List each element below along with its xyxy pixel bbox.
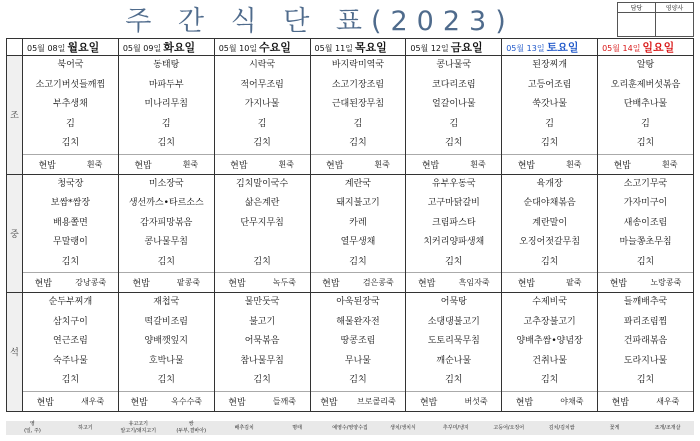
dish-list	[23, 293, 118, 391]
dish-item: 김치	[253, 256, 271, 267]
dish-item: 오리훈제버섯볶음	[610, 79, 681, 90]
dish-item	[215, 233, 310, 253]
rice-label: 현밥	[517, 279, 536, 289]
dish-item: 적어무조림	[240, 79, 284, 90]
day-header-2	[214, 39, 310, 56]
corner-cell	[7, 39, 23, 56]
dish-item: 육개장	[536, 178, 563, 189]
rice-porridge-row	[502, 154, 597, 174]
rice-label: 현밥	[418, 279, 436, 289]
dish-item: 도토리묵무침	[427, 336, 480, 346]
dish-item: 김	[449, 118, 459, 129]
origin-line2: 꽃게	[609, 424, 620, 431]
dish-item: 어묵탕	[440, 297, 467, 307]
dish-item: 가자미구이	[623, 198, 668, 208]
dish-item: 숙주나물	[53, 355, 88, 366]
porridge-label: 노랑콩죽	[650, 278, 682, 287]
menu-cell[interactable]	[118, 174, 214, 293]
rice-label: 현밥	[611, 397, 630, 408]
menu-cell[interactable]	[406, 56, 502, 175]
dish-list	[502, 175, 597, 273]
dish-item: 고등어조림	[527, 79, 572, 90]
rice-porridge-row	[406, 154, 501, 174]
dish-item: 바지락미역국	[331, 60, 385, 70]
rice-label: 현밥	[34, 279, 53, 289]
dish-item: 김	[545, 118, 554, 129]
dish-item: 꽈리조림찜	[623, 316, 668, 327]
dish-item: 어묵볶음	[244, 336, 280, 346]
approval-stamp-manager[interactable]	[618, 13, 656, 37]
day-header-0	[23, 39, 119, 56]
porridge-label: 흰죽	[470, 159, 486, 169]
menu-cell[interactable]	[214, 293, 310, 412]
page-title: 주 간 식 단 표(2023)	[125, 5, 515, 37]
dish-item: 연근조림	[53, 336, 88, 346]
dish-item: 김치	[157, 138, 175, 148]
dish-item: 생선까스•타르소스	[128, 198, 204, 208]
dish-list	[119, 56, 214, 154]
origin-cell	[641, 421, 694, 435]
dish-item: 해물완자전	[336, 316, 380, 327]
rice-porridge-row	[311, 391, 406, 411]
weekly-menu-table	[6, 38, 694, 412]
dish-item: 단배추나물	[623, 99, 668, 109]
menu-cell[interactable]	[502, 174, 598, 293]
dish-item: 열무생채	[340, 237, 376, 247]
origin-line2: 배추김치	[234, 424, 254, 431]
origin-cell	[324, 421, 377, 435]
day-header-row	[7, 39, 694, 56]
origin-line2: 알고기/돼지고기	[120, 428, 157, 434]
menu-cell[interactable]	[118, 293, 214, 412]
day-of-week: 금요일	[450, 41, 483, 54]
dish-item: 김	[66, 118, 75, 129]
dish-item: 김치	[349, 375, 367, 385]
day-header-5	[502, 39, 598, 56]
rice-label: 현밥	[36, 397, 54, 408]
dish-list	[598, 175, 693, 273]
dish-item: 새송이조림	[623, 217, 668, 228]
dish-item: 미소장국	[148, 178, 184, 189]
rice-porridge-row	[23, 272, 118, 292]
rice-label: 현밥	[228, 279, 246, 289]
dish-item: 김치	[636, 375, 655, 385]
dish-item: 김치말이국수	[236, 178, 289, 189]
dish-item: 김치	[540, 138, 559, 148]
menu-cell[interactable]	[214, 174, 310, 293]
day-date: 05월 14일	[602, 44, 641, 53]
dish-item: 유부우동국	[432, 178, 476, 189]
dish-item: 삶은계란	[244, 198, 280, 208]
rice-porridge-row	[502, 391, 597, 411]
dish-item: 얼갈이나물	[432, 99, 476, 109]
dish-item: 북어국	[57, 60, 84, 70]
dish-list	[119, 293, 214, 391]
day-header-6	[598, 39, 694, 56]
origin-line2: 생치/생치식	[389, 424, 416, 431]
porridge-label: 녹두죽	[272, 278, 296, 287]
menu-cell[interactable]	[598, 56, 694, 175]
dish-list	[311, 293, 406, 391]
dish-list	[215, 293, 310, 391]
dish-item: 땅콩조림	[340, 336, 376, 346]
origin-cell	[271, 421, 324, 435]
origin-line2: 조개/조개살	[654, 424, 681, 431]
dish-item: 콩나물무침	[144, 237, 188, 247]
dish-item: 떡갈비조림	[144, 316, 188, 327]
menu-cell[interactable]	[23, 293, 119, 412]
day-date: 05월 09일	[122, 44, 162, 53]
rice-label: 현밥	[320, 397, 338, 408]
dish-item: 김치	[540, 256, 559, 267]
meal-row-1	[7, 174, 694, 293]
dish-item: 청국장	[57, 178, 84, 189]
dish-list	[23, 175, 118, 273]
dish-item: 들깨배추국	[623, 297, 668, 307]
porridge-label: 흰죽	[566, 159, 582, 169]
day-of-week: 수요일	[259, 41, 291, 54]
origin-line2: 명태	[292, 424, 302, 431]
dish-item: 미나리무침	[144, 99, 188, 109]
dish-item: 깨순나물	[436, 355, 472, 366]
day-date: 05월 11일	[314, 44, 353, 53]
origin-cell	[429, 421, 482, 435]
rice-porridge-row	[23, 154, 118, 174]
menu-cell[interactable]	[23, 56, 119, 175]
rice-label: 현밥	[38, 160, 56, 171]
dish-item: 양배깻잎지	[144, 336, 188, 346]
dish-item: 알탕	[636, 60, 655, 70]
dish-item: 마파두부	[148, 79, 184, 90]
rice-label: 현밥	[132, 279, 150, 289]
dish-item: 김치	[445, 138, 463, 148]
origin-cell	[59, 421, 112, 435]
origin-cell	[376, 421, 429, 435]
origin-cell	[165, 421, 218, 435]
dish-item: 김치	[349, 138, 367, 148]
dish-item: 쑥갓나물	[532, 99, 568, 109]
porridge-label: 흰죽	[182, 159, 199, 169]
rice-porridge-row	[598, 272, 693, 292]
origin-cell	[6, 421, 59, 435]
day-of-week: 토요일	[546, 41, 579, 54]
rice-label: 현밥	[515, 397, 534, 408]
dish-item: 소고기버섯들깨찜	[35, 79, 106, 90]
porridge-label: 흰죽	[374, 159, 390, 169]
menu-cell[interactable]	[598, 174, 694, 293]
dish-list	[406, 56, 501, 154]
dish-item: 김치	[445, 256, 463, 267]
dish-item: 부추생채	[53, 99, 88, 109]
origin-line1: 유고고기	[128, 421, 148, 427]
rice-porridge-row	[215, 272, 310, 292]
rice-porridge-row	[119, 154, 214, 174]
origin-line1: 쌍	[188, 421, 194, 427]
dish-item: 김치	[61, 138, 80, 148]
dish-item: 도라지나물	[623, 355, 668, 366]
dish-list	[406, 175, 501, 273]
origin-cell	[218, 421, 271, 435]
dish-list	[502, 293, 597, 391]
rice-porridge-row	[311, 154, 406, 174]
day-date: 05월 10일	[218, 44, 258, 53]
menu-cell[interactable]	[310, 56, 406, 175]
porridge-label: 흰죽	[662, 159, 678, 169]
origin-cell	[482, 421, 535, 435]
menu-cell[interactable]	[118, 56, 214, 175]
rice-label: 현밥	[419, 397, 438, 408]
porridge-label: 흑임자죽	[458, 278, 490, 287]
dish-item: 아욱된장국	[336, 297, 380, 307]
rice-label: 현밥	[613, 160, 631, 171]
dish-item: 감자피망볶음	[140, 217, 193, 228]
rice-porridge-row	[406, 272, 501, 292]
day-date: 05월 13일	[506, 44, 545, 53]
rice-label: 현밥	[421, 160, 440, 171]
dish-item: 오징어젓갈무침	[519, 237, 581, 247]
dish-item: 김치	[349, 256, 367, 267]
rice-porridge-row	[119, 391, 214, 411]
dish-item: 근대된장무침	[331, 99, 385, 109]
day-header-1	[118, 39, 214, 56]
porridge-label: 검은콩죽	[362, 278, 394, 287]
origin-cell	[535, 421, 588, 435]
day-date: 05월 08일	[27, 44, 66, 53]
rice-label: 현밥	[326, 160, 344, 171]
porridge-label: 새우죽	[81, 396, 105, 406]
approval-label-manager: 담당	[618, 3, 656, 13]
dish-item: 참나물무침	[240, 355, 284, 366]
dish-item: 김치	[253, 138, 271, 148]
origin-cell	[588, 421, 641, 435]
origin-line2: 예영수/영양수집	[332, 424, 368, 431]
origin-line2: (일, 주)	[24, 428, 41, 434]
dish-item: 건파래볶음	[623, 336, 668, 346]
dish-item: 코다리조림	[432, 79, 476, 90]
dish-item: 보쌈*쌈장	[50, 198, 91, 208]
dish-item: 소댕댕불고기	[427, 316, 480, 327]
dish-item: 김치	[157, 256, 175, 267]
rice-porridge-row	[215, 154, 310, 174]
day-header-3	[310, 39, 406, 56]
porridge-label: 들깨죽	[272, 396, 296, 406]
day-of-week: 화요일	[163, 41, 196, 54]
dish-item: 김치	[157, 375, 175, 385]
origin-line2: 하고기	[78, 424, 93, 431]
approval-box	[617, 2, 694, 37]
dish-item: 단무지무침	[240, 217, 284, 228]
dish-item: 된장찌개	[532, 60, 568, 70]
meal-label: 중	[7, 174, 23, 293]
dish-item: 소고기무국	[623, 178, 668, 189]
dish-list	[406, 293, 501, 391]
dish-item: 마늘쫑초무침	[619, 237, 672, 247]
porridge-label: 옥수수죽	[171, 396, 203, 406]
menu-cell[interactable]	[23, 174, 119, 293]
menu-cell[interactable]	[598, 293, 694, 412]
dish-item: 수제비국	[532, 297, 568, 307]
origin-line2: (두부,결바아)	[176, 428, 207, 434]
origin-line2: 고등어/오징어	[493, 424, 525, 431]
dish-item: 무나물	[344, 355, 371, 366]
rice-porridge-row	[215, 391, 310, 411]
dish-item: 재첩국	[153, 297, 180, 307]
dish-item: 김치	[61, 256, 80, 267]
dish-item: 김치	[445, 375, 463, 385]
dish-list	[598, 56, 693, 154]
dish-item: 순대야채볶음	[523, 198, 576, 208]
origin-line1: 영	[30, 421, 35, 427]
dish-item: 가지나물	[244, 99, 280, 109]
day-of-week: 일요일	[642, 41, 675, 54]
menu-cell[interactable]	[502, 293, 598, 412]
rice-porridge-row	[598, 154, 693, 174]
porridge-label: 새우죽	[656, 396, 680, 406]
dish-item: 양배추쌈•양념장	[516, 336, 583, 346]
rice-label: 현밥	[134, 160, 152, 171]
dish-item: 김치	[540, 375, 559, 385]
menu-cell[interactable]	[214, 56, 310, 175]
origin-line2: 추꾸미/냉지	[442, 424, 469, 431]
menu-cell[interactable]	[406, 293, 502, 412]
dish-item: 배용쫄면	[53, 217, 88, 228]
dish-item: 콩나물국	[436, 60, 472, 70]
dish-item: 고구마닭갈비	[427, 198, 480, 208]
dish-list	[215, 175, 310, 273]
day-of-week: 월요일	[67, 41, 100, 54]
day-date: 05월 12일	[410, 44, 449, 53]
dish-list	[215, 56, 310, 154]
dish-list	[502, 56, 597, 154]
day-header-4	[406, 39, 502, 56]
dish-list	[23, 56, 118, 154]
dish-item: 동태탕	[153, 60, 180, 70]
dish-item: 계란말이	[532, 217, 568, 228]
dish-list	[311, 175, 406, 273]
rice-porridge-row	[598, 391, 693, 411]
dish-item: 김치	[636, 138, 655, 148]
dish-item: 크림파스타	[432, 217, 476, 228]
rice-porridge-row	[311, 272, 406, 292]
dish-item: 치커리양파생채	[423, 237, 485, 247]
rice-porridge-row	[119, 272, 214, 292]
menu-cell[interactable]	[310, 293, 406, 412]
dish-item: 소고기장조림	[331, 79, 385, 90]
day-of-week: 목요일	[354, 41, 387, 54]
porridge-label: 흰죽	[278, 159, 295, 169]
origin-line2: 김치/김치쌈	[548, 424, 575, 431]
rice-label: 현밥	[230, 160, 248, 171]
rice-label: 현밥	[130, 397, 148, 408]
dish-item: 시락국	[249, 60, 276, 70]
dish-item: 김	[641, 118, 650, 129]
dish-item: 돼지불고기	[336, 198, 380, 208]
dish-item: 순두부찌개	[48, 297, 93, 307]
dish-item: 건취나물	[532, 355, 568, 366]
approval-stamp-dietitian[interactable]	[656, 13, 694, 37]
dish-list	[119, 175, 214, 273]
meal-label: 석	[7, 293, 23, 412]
dish-item: 김치	[253, 375, 271, 385]
dish-item: 김치	[636, 256, 655, 267]
dish-item: 물만둣국	[244, 297, 280, 307]
dish-item: 삼치구이	[53, 316, 88, 327]
origin-row	[6, 421, 694, 435]
porridge-label: 버섯죽	[464, 396, 488, 406]
dish-item: 카레	[349, 217, 367, 228]
approval-label-dietitian: 영양사	[656, 3, 694, 13]
porridge-label: 브로콜리죽	[357, 396, 396, 406]
ingredient-origin-table	[6, 421, 694, 435]
menu-cell[interactable]	[406, 174, 502, 293]
rice-label: 현밥	[322, 279, 340, 289]
rice-label: 현밥	[228, 397, 246, 408]
rice-label: 현밥	[609, 279, 628, 289]
dish-item: 김	[161, 118, 171, 129]
meal-label: 조	[7, 56, 23, 175]
origin-cell	[112, 421, 165, 435]
menu-cell[interactable]	[502, 56, 598, 175]
porridge-label: 야채죽	[560, 396, 584, 406]
dish-item: 고추장불고기	[523, 316, 576, 327]
dish-list	[311, 56, 406, 154]
porridge-label: 팥콩죽	[176, 278, 201, 287]
dish-item: 불고기	[249, 316, 276, 327]
rice-porridge-row	[406, 391, 501, 411]
porridge-label: 강낭콩죽	[75, 278, 107, 287]
dish-list	[598, 293, 693, 391]
dish-item: 호박나물	[148, 355, 184, 366]
menu-cell[interactable]	[310, 174, 406, 293]
porridge-label: 팥죽	[566, 278, 582, 287]
rice-label: 현밥	[517, 160, 536, 171]
rice-porridge-row	[23, 391, 118, 411]
dish-item: 김	[353, 118, 363, 129]
rice-porridge-row	[502, 272, 597, 292]
porridge-label: 흰죽	[86, 159, 103, 169]
dish-item: 무말랭이	[53, 237, 88, 247]
dish-item: 김치	[61, 375, 80, 385]
meal-row-2	[7, 293, 694, 412]
dish-item: 계란국	[344, 178, 371, 189]
dish-item: 김	[257, 118, 267, 129]
meal-row-0	[7, 56, 694, 175]
